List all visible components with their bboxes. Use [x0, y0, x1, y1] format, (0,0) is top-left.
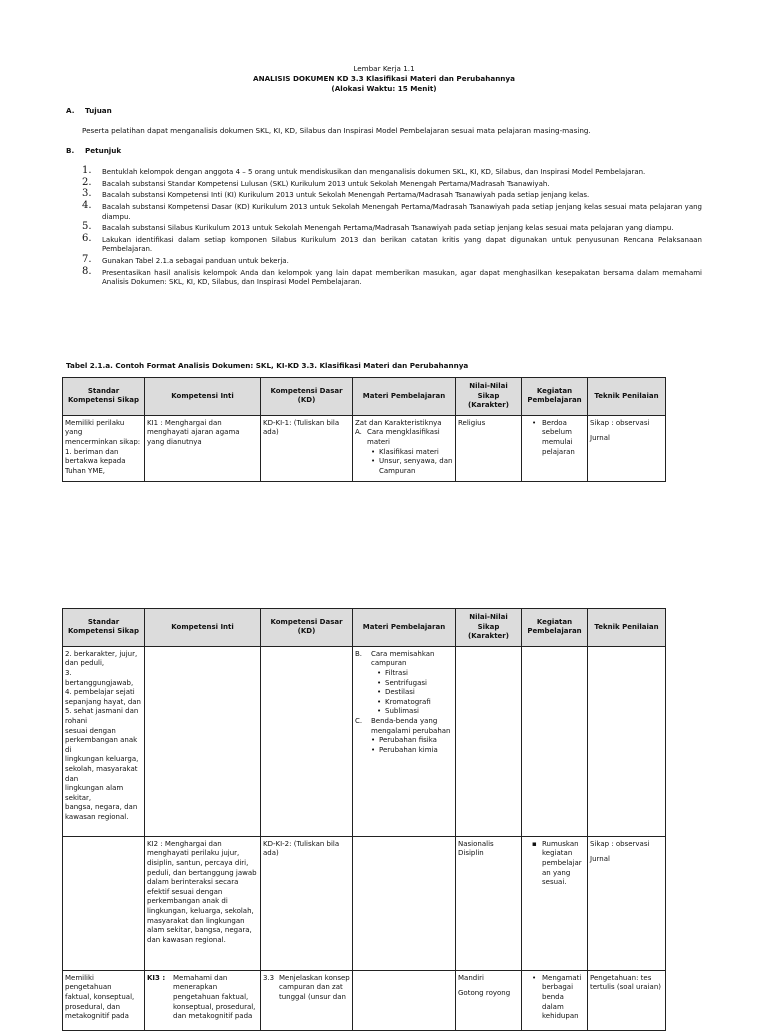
- materi-item: C. Benda-benda yang mengalami perubahan: [355, 716, 451, 735]
- kd-cell: KD-KI-2: (Tuliskan bila ada): [261, 836, 353, 970]
- instruction-item: 1. Bentuklah kelompok dengan anggota 4 – 5 orang untuk mendiskusikan dan menganalisis dokumen SKL, KI, KD, Silabus, dan Inspirasi Model Pembelajaran.: [82, 165, 646, 176]
- column-header: Nilai-Nilai Sikap (Karakter): [456, 378, 522, 416]
- table-row: [63, 970, 666, 1030]
- column-header: Nilai-Nilai Sikap (Karakter): [456, 609, 522, 647]
- table-row: [63, 646, 666, 836]
- list-item: • Perubahan fisika: [365, 736, 453, 746]
- table-header-row: [63, 378, 666, 416]
- kd-cell: 3.3 Menjelaskan konsep campuran dan zat tunggal (unsur dan: [261, 970, 353, 1030]
- nilai-cell: Nasionalis Disiplin: [456, 836, 522, 970]
- instruction-item: 2. Bacalah substansi Standar Kompetensi Lulusan (SKL) Kurikulum 2013 untuk Sekolah Menengah Pertama/Madrasah Tsanawiyah.: [82, 176, 550, 188]
- table-caption: Tabel 2.1.a. Contoh Format Analisis Dokumen: SKL, KI-KD 3.3. Klasifikasi Materi dan Perubahannya: [66, 361, 469, 370]
- table-header-row: [63, 609, 666, 647]
- skl-cell: Memiliki pengetahuan faktual, konseptual, prosedural, dan metakognitif pada: [63, 970, 145, 1030]
- column-header: Materi Pembelajaran: [353, 609, 456, 647]
- section-a-heading: A. Tujuan: [66, 106, 112, 115]
- instruction-item: 4. Bacalah substansi Kompetensi Dasar (KD) Kurikulum 2013 untuk Sekolah Menengah Pertama/Madrasah Tsanawiyah pada setiap jenjang kelas sesuai mata pelajaran yang diampu.: [82, 200, 702, 221]
- section-a-text: Peserta pelatihan dapat menganalisis dokumen SKL, KI, KD, Silabus dan Inspirasi Model Pembelajaran sesuai mata pelajaran masing-masing.: [82, 126, 591, 135]
- kegiatan-cell: [522, 970, 588, 1030]
- document-title: ANALISIS DOKUMEN KD 3.3 Klasifikasi Materi dan Perubahannya: [253, 74, 515, 83]
- kegiatan-cell: [522, 836, 588, 970]
- materi-cell: [353, 836, 456, 970]
- teknik-cell: Pengetahuan: tes tertulis (soal uraian): [588, 970, 666, 1030]
- list-item: • Sublimasi: [371, 707, 453, 717]
- teknik-cell: [588, 646, 666, 836]
- instruction-item: 7. Gunakan Tabel 2.1.a sebagai panduan untuk bekerja.: [82, 254, 289, 266]
- column-header: Materi Pembelajaran: [353, 378, 456, 416]
- materi-item: A. Cara mengklasifikasi materi: [355, 428, 440, 446]
- skl-cell: [63, 836, 145, 970]
- nilai-cell: Religius: [456, 415, 522, 481]
- list-item: • Klasifikasi materi: [365, 448, 453, 458]
- column-header: Teknik Penilaian: [588, 378, 666, 416]
- list-item: • Berdoa sebelum memulai pelajaran: [526, 419, 585, 457]
- list-item: • Perubahan kimia: [365, 746, 453, 756]
- instruction-item: 8. Presentasikan hasil analisis kelompok Anda dan kelompok yang lain dapat memberikan masukan, agar dapat menghasilkan kesepakatan bersama dalam memahami Analisis Dokumen: SKL, KI, KD, Silabus, dan Inspirasi Model Pembelajaran.: [82, 265, 702, 287]
- skl-cell: 2. berkarakter, jujur, dan peduli, 3. bertanggungjawab, 4. pembelajar sejati sepanjang hayat, dan 5. sehat jasmani dan rohani sesuai dengan perkembangan anak di lingkungan keluarga, sekolah, masyarakat dan lingkungan alam sekitar, bangsa, negara, dan kawasan regional.: [63, 646, 145, 836]
- column-header: Standar Kompetensi Sikap: [63, 609, 145, 647]
- materi-bullet-list: [355, 448, 453, 477]
- analysis-table-2: [62, 608, 666, 1031]
- list-item: • Filtrasi: [371, 669, 453, 679]
- time-allocation: (Alokasi Waktu: 15 Menit): [331, 84, 437, 93]
- column-header: Kegiatan Pembelajaran: [522, 609, 588, 647]
- kd-cell: KD-KI-1: (Tuliskan bila ada): [261, 415, 353, 481]
- ki-cell: [145, 646, 261, 836]
- analysis-table-1: [62, 377, 666, 482]
- list-item: • Sentrifugasi: [371, 679, 453, 689]
- worksheet-title: Lembar Kerja 1.1: [353, 64, 415, 73]
- teknik-cell: Sikap : observasi Jurnal: [588, 836, 666, 970]
- materi-item: B. Cara memisahkan campuran: [355, 649, 435, 668]
- materi-title: Zat dan Karakteristiknya: [355, 418, 442, 427]
- nilai-cell: Mandiri Gotong royong: [456, 970, 522, 1030]
- document-header: [0, 64, 768, 94]
- materi-cell: [353, 415, 456, 481]
- list-item: • Destilasi: [371, 688, 453, 698]
- table-row: [63, 836, 666, 970]
- instruction-item: 6. Lakukan identifikasi dalam setiap komponen Silabus Kurikulum 2013 dan berikan catatan kritis yang dapat digunakan untuk penyusunan Rencana Pelaksanaan Pembelajaran.: [82, 232, 702, 254]
- teknik-cell: Sikap : observasi Jurnal: [588, 415, 666, 481]
- column-header: Kompetensi Inti: [145, 378, 261, 416]
- list-item: • Kromatografi: [371, 698, 453, 708]
- ki-cell: KI2 : Menghargai dan menghayati perilaku jujur, disiplin, santun, percaya diri, peduli, dan bertanggung jawab dalam berinteraksi secara efektif sesuai dengan perkembangan anak di lingkungan, keluarga, sekolah, masyarakat dan lingkungan alam sekitar, bangsa, negara, dan kawasan regional.: [145, 836, 261, 970]
- skl-cell: Memiliki perilaku yang mencerminkan sikap: 1. beriman dan bertakwa kepada Tuhan YME,: [63, 415, 145, 481]
- kegiatan-list: [524, 974, 585, 1022]
- instruction-item: 5. Bacalah substansi Silabus Kurikulum 2013 untuk Sekolah Menengah Pertama/Madrasah Tsanawiyah pada setiap jenjang kelas sesuai mata pelajaran yang diampu.: [82, 221, 674, 233]
- list-item: • Mengamati berbagai benda dalam kehidupan: [526, 974, 585, 1022]
- column-header: Kegiatan Pembelajaran: [522, 378, 588, 416]
- column-header: Kompetensi Dasar (KD): [261, 378, 353, 416]
- kegiatan-list: [524, 840, 585, 888]
- instruction-list: [82, 165, 702, 290]
- column-header: Standar Kompetensi Sikap: [63, 378, 145, 416]
- section-b-heading: B. Petunjuk: [66, 146, 122, 155]
- nilai-cell: [456, 646, 522, 836]
- materi-cell: [353, 646, 456, 836]
- kegiatan-cell: [522, 646, 588, 836]
- materi-bullet-list: [355, 736, 453, 755]
- instruction-item: 3. Bacalah substansi Kompetensi Inti (KI) Kurikulum 2013 untuk Sekolah Menengah Pertama/Madrasah Tsanawiyah pada setiap jenjang kelas.: [82, 188, 590, 200]
- column-header: Kompetensi Inti: [145, 609, 261, 647]
- kegiatan-list: [524, 419, 585, 457]
- materi-bullet-list: [355, 669, 453, 717]
- column-header: Kompetensi Dasar (KD): [261, 609, 353, 647]
- table-row: [63, 415, 666, 481]
- kd-cell: [261, 646, 353, 836]
- ki-cell: KI1 : Menghargai dan menghayati ajaran agama yang dianutnya: [145, 415, 261, 481]
- column-header: Teknik Penilaian: [588, 609, 666, 647]
- ki-cell: KI3 : Memahami dan menerapkan pengetahuan faktual, konseptual, prosedural, dan metakognitif pada: [145, 970, 261, 1030]
- kegiatan-cell: [522, 415, 588, 481]
- list-item: • Unsur, senyawa, dan Campuran: [365, 457, 453, 476]
- materi-cell: [353, 970, 456, 1030]
- list-item: ▪ Rumuskan kegiatan pembelajar an yang sesuai.: [526, 840, 585, 888]
